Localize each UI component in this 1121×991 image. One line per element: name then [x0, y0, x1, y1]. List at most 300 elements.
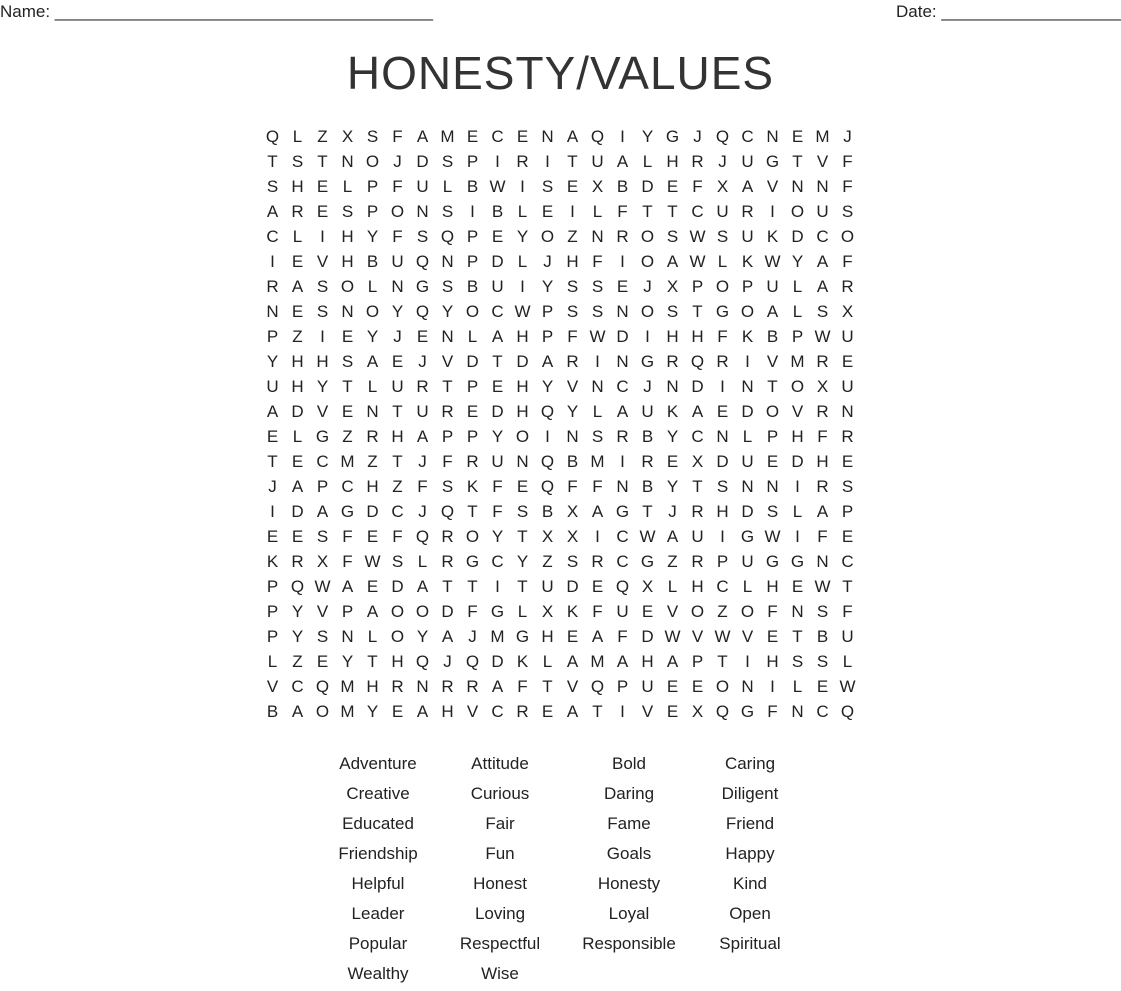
grid-letter[interactable]: D — [716, 452, 729, 471]
grid-letter[interactable]: P — [466, 152, 479, 171]
grid-letter[interactable]: E — [666, 702, 679, 721]
grid-letter[interactable]: L — [717, 252, 728, 271]
grid-letter[interactable]: S — [291, 152, 304, 171]
grid-letter[interactable]: D — [416, 152, 429, 171]
grid-letter[interactable]: C — [341, 477, 354, 496]
grid-letter[interactable]: I — [620, 127, 625, 146]
grid-letter[interactable]: E — [666, 452, 679, 471]
grid-letter[interactable]: H — [516, 377, 529, 396]
grid-letter[interactable]: C — [316, 452, 329, 471]
grid-letter[interactable]: P — [341, 602, 354, 621]
grid-letter[interactable]: Q — [290, 577, 305, 596]
grid-letter[interactable]: E — [516, 477, 529, 496]
grid-letter[interactable]: E — [541, 202, 554, 221]
grid-letter[interactable]: O — [790, 377, 805, 396]
grid-letter[interactable]: A — [741, 177, 754, 196]
grid-letter[interactable]: W — [839, 677, 856, 696]
grid-letter[interactable]: Q — [415, 252, 430, 271]
grid-letter[interactable]: S — [816, 602, 829, 621]
grid-letter[interactable]: H — [566, 252, 579, 271]
grid-letter[interactable]: N — [791, 177, 804, 196]
grid-letter[interactable]: F — [842, 152, 853, 171]
grid-letter[interactable]: B — [641, 427, 654, 446]
grid-letter[interactable]: Y — [791, 252, 804, 271]
grid-letter[interactable]: A — [816, 277, 829, 296]
grid-letter[interactable]: D — [691, 377, 704, 396]
grid-letter[interactable]: C — [741, 127, 754, 146]
grid-letter[interactable]: J — [418, 452, 427, 471]
grid-letter[interactable]: R — [516, 152, 529, 171]
grid-letter[interactable]: W — [764, 527, 781, 546]
grid-letter[interactable]: N — [391, 277, 404, 296]
grid-letter[interactable]: N — [416, 202, 429, 221]
grid-letter[interactable]: W — [639, 527, 656, 546]
grid-letter[interactable]: U — [741, 452, 754, 471]
grid-letter[interactable]: L — [292, 227, 303, 246]
grid-letter[interactable]: H — [366, 677, 379, 696]
grid-letter[interactable]: E — [766, 627, 779, 646]
grid-letter[interactable]: E — [641, 602, 654, 621]
grid-letter[interactable]: F — [467, 602, 478, 621]
grid-letter[interactable]: A — [591, 502, 604, 521]
grid-letter[interactable]: G — [340, 502, 355, 521]
grid-letter[interactable]: G — [615, 502, 630, 521]
grid-letter[interactable]: N — [341, 302, 354, 321]
grid-letter[interactable]: X — [566, 502, 579, 521]
grid-letter[interactable]: F — [392, 227, 403, 246]
grid-letter[interactable]: I — [520, 277, 525, 296]
grid-letter[interactable]: R — [616, 227, 629, 246]
grid-letter[interactable]: S — [441, 277, 454, 296]
grid-letter[interactable]: O — [515, 427, 530, 446]
grid-letter[interactable]: V — [566, 377, 579, 396]
grid-letter[interactable]: U — [741, 152, 754, 171]
grid-letter[interactable]: S — [566, 302, 579, 321]
grid-letter[interactable]: T — [267, 452, 278, 471]
grid-letter[interactable]: N — [616, 477, 629, 496]
grid-letter[interactable]: X — [541, 527, 554, 546]
grid-letter[interactable]: Y — [391, 302, 404, 321]
grid-letter[interactable]: A — [541, 352, 554, 371]
grid-letter[interactable]: I — [545, 427, 550, 446]
grid-letter[interactable]: S — [341, 202, 354, 221]
grid-letter[interactable]: S — [516, 502, 529, 521]
grid-letter[interactable]: E — [541, 702, 554, 721]
grid-letter[interactable]: I — [720, 377, 725, 396]
grid-letter[interactable]: R — [741, 202, 754, 221]
grid-letter[interactable]: O — [315, 702, 330, 721]
grid-letter[interactable]: Z — [342, 427, 353, 446]
grid-letter[interactable]: V — [816, 152, 829, 171]
grid-letter[interactable]: Z — [667, 552, 678, 571]
grid-letter[interactable]: I — [270, 502, 275, 521]
grid-letter[interactable]: J — [643, 377, 652, 396]
grid-letter[interactable]: F — [817, 427, 828, 446]
grid-letter[interactable]: A — [266, 402, 279, 421]
grid-letter[interactable]: A — [566, 127, 579, 146]
grid-letter[interactable]: U — [641, 402, 654, 421]
grid-letter[interactable]: P — [441, 427, 454, 446]
grid-letter[interactable]: L — [742, 427, 753, 446]
grid-letter[interactable]: F — [492, 502, 503, 521]
grid-letter[interactable]: S — [766, 502, 779, 521]
grid-letter[interactable]: E — [666, 177, 679, 196]
grid-letter[interactable]: P — [691, 277, 704, 296]
grid-letter[interactable]: S — [716, 227, 729, 246]
grid-letter[interactable]: R — [841, 277, 854, 296]
grid-letter[interactable]: R — [616, 427, 629, 446]
grid-letter[interactable]: W — [514, 302, 531, 321]
grid-letter[interactable]: W — [589, 327, 606, 346]
grid-letter[interactable]: O — [465, 302, 480, 321]
grid-letter[interactable]: G — [740, 527, 755, 546]
grid-letter[interactable]: Y — [516, 227, 529, 246]
grid-letter[interactable]: E — [316, 202, 329, 221]
grid-letter[interactable]: F — [567, 477, 578, 496]
grid-letter[interactable]: N — [791, 702, 804, 721]
name-field[interactable]: Name: ________________________________________ — [0, 2, 433, 21]
grid-letter[interactable]: A — [616, 152, 629, 171]
grid-letter[interactable]: Y — [541, 377, 554, 396]
grid-letter[interactable]: B — [491, 202, 504, 221]
grid-letter[interactable]: H — [441, 702, 454, 721]
grid-letter[interactable]: J — [643, 277, 652, 296]
grid-letter[interactable]: A — [816, 502, 829, 521]
grid-letter[interactable]: L — [842, 652, 853, 671]
grid-letter[interactable]: S — [791, 652, 804, 671]
grid-letter[interactable]: X — [316, 552, 329, 571]
grid-letter[interactable]: L — [367, 277, 378, 296]
grid-letter[interactable]: O — [415, 602, 430, 621]
grid-letter[interactable]: U — [741, 227, 754, 246]
grid-letter[interactable]: S — [366, 127, 379, 146]
grid-letter[interactable]: N — [666, 377, 679, 396]
grid-letter[interactable]: N — [741, 377, 754, 396]
grid-letter[interactable]: C — [816, 702, 829, 721]
grid-letter[interactable]: W — [664, 627, 681, 646]
grid-letter[interactable]: G — [315, 427, 330, 446]
grid-letter[interactable]: R — [816, 477, 829, 496]
grid-letter[interactable]: L — [792, 277, 803, 296]
grid-letter[interactable]: P — [266, 602, 279, 621]
grid-letter[interactable]: R — [816, 402, 829, 421]
grid-letter[interactable]: A — [316, 502, 329, 521]
grid-letter[interactable]: R — [366, 427, 379, 446]
grid-letter[interactable]: Q — [415, 302, 430, 321]
grid-letter[interactable]: L — [467, 327, 478, 346]
grid-letter[interactable]: O — [715, 677, 730, 696]
grid-letter[interactable]: F — [842, 602, 853, 621]
grid-letter[interactable]: I — [770, 202, 775, 221]
grid-letter[interactable]: N — [441, 327, 454, 346]
grid-letter[interactable]: T — [642, 502, 653, 521]
grid-letter[interactable]: S — [391, 552, 404, 571]
grid-letter[interactable]: J — [268, 477, 277, 496]
grid-letter[interactable]: O — [390, 602, 405, 621]
grid-letter[interactable]: V — [641, 702, 654, 721]
grid-letter[interactable]: C — [841, 552, 854, 571]
grid-letter[interactable]: V — [566, 677, 579, 696]
grid-letter[interactable]: G — [765, 552, 780, 571]
grid-letter[interactable]: I — [495, 152, 500, 171]
grid-letter[interactable]: Z — [367, 452, 378, 471]
grid-letter[interactable]: T — [492, 352, 503, 371]
grid-letter[interactable]: E — [341, 402, 354, 421]
grid-letter[interactable]: R — [816, 352, 829, 371]
grid-letter[interactable]: Y — [666, 427, 679, 446]
grid-letter[interactable]: H — [716, 502, 729, 521]
grid-letter[interactable]: Y — [441, 302, 454, 321]
grid-letter[interactable]: H — [666, 152, 679, 171]
grid-letter[interactable]: I — [720, 527, 725, 546]
grid-letter[interactable]: I — [745, 352, 750, 371]
grid-letter[interactable]: L — [442, 177, 453, 196]
grid-letter[interactable]: R — [441, 552, 454, 571]
grid-letter[interactable]: Q — [590, 127, 605, 146]
grid-letter[interactable]: E — [291, 302, 304, 321]
grid-letter[interactable]: R — [266, 277, 279, 296]
grid-letter[interactable]: G — [515, 627, 530, 646]
grid-letter[interactable]: V — [766, 352, 779, 371]
grid-letter[interactable]: R — [516, 702, 529, 721]
grid-letter[interactable]: Q — [315, 677, 330, 696]
grid-letter[interactable]: X — [666, 277, 679, 296]
grid-letter[interactable]: B — [766, 327, 779, 346]
grid-letter[interactable]: E — [766, 452, 779, 471]
grid-letter[interactable]: D — [491, 252, 504, 271]
grid-letter[interactable]: A — [816, 252, 829, 271]
grid-letter[interactable]: X — [716, 177, 729, 196]
grid-letter[interactable]: S — [566, 552, 579, 571]
grid-letter[interactable]: Y — [366, 702, 379, 721]
grid-letter[interactable]: D — [391, 577, 404, 596]
grid-letter[interactable]: R — [466, 452, 479, 471]
grid-letter[interactable]: S — [816, 652, 829, 671]
grid-letter[interactable]: J — [393, 327, 402, 346]
grid-letter[interactable]: D — [366, 502, 379, 521]
grid-letter[interactable]: P — [466, 227, 479, 246]
grid-letter[interactable]: T — [842, 577, 853, 596]
grid-letter[interactable]: C — [816, 227, 829, 246]
grid-letter[interactable]: F — [767, 702, 778, 721]
grid-letter[interactable]: T — [692, 302, 703, 321]
grid-letter[interactable]: E — [391, 352, 404, 371]
grid-letter[interactable]: I — [595, 352, 600, 371]
grid-letter[interactable]: V — [316, 402, 329, 421]
grid-letter[interactable]: S — [316, 627, 329, 646]
grid-letter[interactable]: A — [591, 627, 604, 646]
grid-letter[interactable]: L — [292, 127, 303, 146]
grid-letter[interactable]: A — [291, 702, 304, 721]
grid-letter[interactable]: J — [393, 152, 402, 171]
grid-letter[interactable]: Y — [316, 377, 329, 396]
grid-letter[interactable]: N — [741, 477, 754, 496]
grid-letter[interactable]: L — [792, 677, 803, 696]
grid-letter[interactable]: I — [320, 227, 325, 246]
grid-letter[interactable]: B — [541, 502, 554, 521]
grid-letter[interactable]: I — [595, 527, 600, 546]
grid-letter[interactable]: Y — [641, 127, 654, 146]
grid-letter[interactable]: E — [491, 227, 504, 246]
grid-letter[interactable]: N — [416, 677, 429, 696]
grid-letter[interactable]: S — [316, 302, 329, 321]
grid-letter[interactable]: K — [266, 552, 279, 571]
grid-letter[interactable]: T — [342, 377, 353, 396]
grid-letter[interactable]: X — [691, 452, 704, 471]
grid-letter[interactable]: I — [570, 202, 575, 221]
grid-letter[interactable]: H — [316, 352, 329, 371]
grid-letter[interactable]: A — [291, 277, 304, 296]
grid-letter[interactable]: N — [766, 477, 779, 496]
grid-letter[interactable]: I — [495, 577, 500, 596]
grid-letter[interactable]: U — [841, 377, 854, 396]
grid-letter[interactable]: A — [266, 202, 279, 221]
date-field[interactable]: Date: ___________________ — [896, 2, 1121, 21]
grid-letter[interactable]: Y — [416, 627, 429, 646]
grid-letter[interactable]: H — [366, 477, 379, 496]
grid-letter[interactable]: P — [366, 202, 379, 221]
grid-letter[interactable]: O — [540, 227, 555, 246]
grid-letter[interactable]: A — [666, 652, 679, 671]
grid-letter[interactable]: F — [392, 127, 403, 146]
grid-letter[interactable]: W — [489, 177, 506, 196]
grid-letter[interactable]: N — [366, 402, 379, 421]
grid-letter[interactable]: A — [416, 702, 429, 721]
grid-letter[interactable]: A — [416, 127, 429, 146]
grid-letter[interactable]: W — [314, 577, 331, 596]
grid-letter[interactable]: A — [616, 652, 629, 671]
grid-letter[interactable]: V — [691, 627, 704, 646]
grid-letter[interactable]: H — [791, 427, 804, 446]
grid-letter[interactable]: F — [342, 527, 353, 546]
grid-letter[interactable]: N — [441, 252, 454, 271]
grid-letter[interactable]: U — [816, 202, 829, 221]
grid-letter[interactable]: D — [516, 352, 529, 371]
grid-letter[interactable]: D — [441, 602, 454, 621]
grid-letter[interactable]: H — [816, 452, 829, 471]
grid-letter[interactable]: R — [416, 377, 429, 396]
grid-letter[interactable]: X — [841, 302, 854, 321]
grid-letter[interactable]: J — [668, 502, 677, 521]
grid-letter[interactable]: X — [341, 127, 354, 146]
grid-letter[interactable]: J — [418, 352, 427, 371]
grid-letter[interactable]: N — [616, 302, 629, 321]
grid-letter[interactable]: M — [440, 127, 455, 146]
grid-letter[interactable]: C — [691, 202, 704, 221]
grid-letter[interactable]: X — [641, 577, 654, 596]
grid-letter[interactable]: N — [341, 152, 354, 171]
grid-letter[interactable]: S — [841, 477, 854, 496]
grid-letter[interactable]: I — [620, 702, 625, 721]
grid-letter[interactable]: H — [391, 427, 404, 446]
grid-letter[interactable]: S — [441, 202, 454, 221]
grid-letter[interactable]: Y — [366, 327, 379, 346]
grid-letter[interactable]: A — [666, 527, 679, 546]
grid-letter[interactable]: A — [766, 302, 779, 321]
grid-letter[interactable]: S — [591, 427, 604, 446]
grid-letter[interactable]: E — [691, 677, 704, 696]
grid-letter[interactable]: L — [517, 602, 528, 621]
grid-letter[interactable]: N — [591, 377, 604, 396]
grid-letter[interactable]: J — [718, 152, 727, 171]
grid-letter[interactable]: L — [667, 577, 678, 596]
grid-letter[interactable]: Q — [615, 577, 630, 596]
grid-letter[interactable]: I — [470, 202, 475, 221]
grid-letter[interactable]: S — [316, 277, 329, 296]
grid-letter[interactable]: T — [792, 627, 803, 646]
grid-letter[interactable]: L — [592, 202, 603, 221]
grid-letter[interactable]: P — [716, 552, 729, 571]
grid-letter[interactable]: S — [591, 302, 604, 321]
grid-letter[interactable]: H — [691, 327, 704, 346]
grid-letter[interactable]: O — [465, 527, 480, 546]
grid-letter[interactable]: U — [841, 327, 854, 346]
grid-letter[interactable]: O — [365, 152, 380, 171]
grid-letter[interactable]: G — [640, 352, 655, 371]
grid-letter[interactable]: M — [340, 702, 355, 721]
grid-letter[interactable]: L — [267, 652, 278, 671]
grid-letter[interactable]: A — [491, 327, 504, 346]
grid-letter[interactable]: P — [791, 327, 804, 346]
grid-letter[interactable]: T — [517, 527, 528, 546]
grid-letter[interactable]: T — [367, 652, 378, 671]
grid-letter[interactable]: A — [366, 602, 379, 621]
grid-letter[interactable]: F — [842, 177, 853, 196]
grid-letter[interactable]: E — [366, 577, 379, 596]
grid-letter[interactable]: M — [815, 127, 830, 146]
grid-letter[interactable]: F — [717, 327, 728, 346]
grid-letter[interactable]: Y — [341, 652, 354, 671]
grid-letter[interactable]: F — [617, 627, 628, 646]
grid-letter[interactable]: Q — [715, 702, 730, 721]
grid-letter[interactable]: Q — [440, 502, 455, 521]
grid-letter[interactable]: D — [641, 627, 654, 646]
grid-letter[interactable]: W — [814, 327, 831, 346]
grid-letter[interactable]: T — [442, 577, 453, 596]
grid-letter[interactable]: O — [640, 302, 655, 321]
grid-letter[interactable]: X — [591, 177, 604, 196]
grid-letter[interactable]: U — [391, 377, 404, 396]
grid-letter[interactable]: Q — [465, 652, 480, 671]
grid-letter[interactable]: C — [291, 677, 304, 696]
grid-letter[interactable]: D — [491, 652, 504, 671]
grid-letter[interactable]: U — [541, 577, 554, 596]
grid-letter[interactable]: B — [466, 277, 479, 296]
grid-letter[interactable]: Q — [840, 702, 855, 721]
grid-letter[interactable]: E — [516, 127, 529, 146]
grid-letter[interactable]: U — [641, 677, 654, 696]
grid-letter[interactable]: E — [591, 577, 604, 596]
grid-letter[interactable]: B — [641, 477, 654, 496]
grid-letter[interactable]: O — [840, 227, 855, 246]
grid-letter[interactable]: O — [640, 252, 655, 271]
grid-letter[interactable]: X — [541, 602, 554, 621]
grid-letter[interactable]: S — [591, 277, 604, 296]
grid-letter[interactable]: T — [792, 152, 803, 171]
grid-letter[interactable]: Y — [266, 352, 279, 371]
grid-letter[interactable]: P — [766, 427, 779, 446]
grid-letter[interactable]: U — [766, 277, 779, 296]
grid-letter[interactable]: D — [616, 327, 629, 346]
grid-letter[interactable]: Y — [566, 402, 579, 421]
grid-letter[interactable]: V — [441, 352, 454, 371]
grid-letter[interactable]: H — [516, 327, 529, 346]
grid-letter[interactable]: U — [491, 452, 504, 471]
grid-letter[interactable]: T — [517, 577, 528, 596]
grid-letter[interactable]: M — [340, 452, 355, 471]
grid-letter[interactable]: B — [366, 252, 379, 271]
grid-letter[interactable]: T — [667, 202, 678, 221]
